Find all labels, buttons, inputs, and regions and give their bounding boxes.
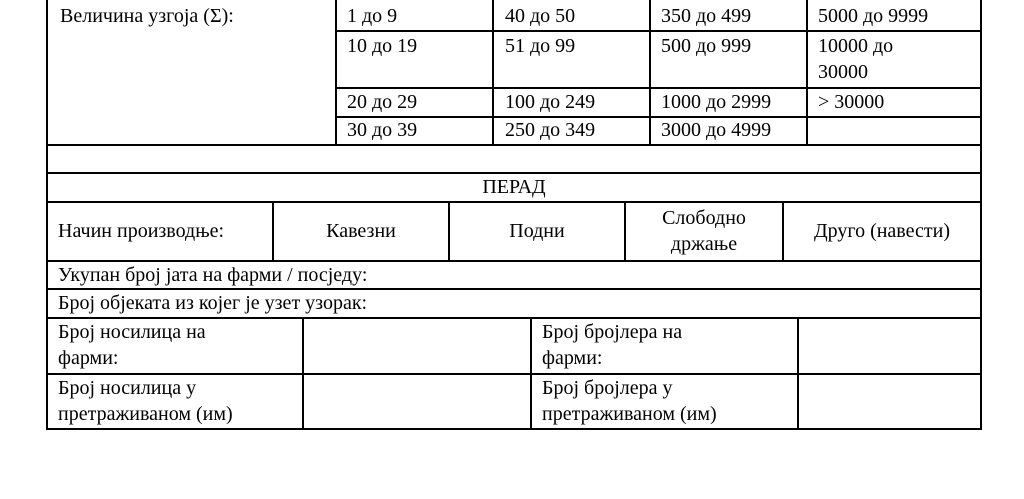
size-cell: 500 до 999 — [661, 35, 752, 57]
size-cell: 350 до 499 — [661, 5, 752, 27]
rule-line — [47, 201, 981, 203]
section-title: ПЕРАД — [482, 176, 546, 198]
objects-sampled-label: Број објеката из којег је узет узорак: — [58, 292, 368, 314]
rule-line — [492, 0, 494, 145]
rule-line — [335, 0, 337, 145]
production-label: Начин производње: — [58, 220, 225, 242]
rule-line — [530, 317, 532, 430]
size-cell: 10 до 19 — [347, 35, 418, 57]
rule-line — [980, 0, 982, 430]
size-cell: 250 до 349 — [505, 119, 596, 141]
size-cell: 10000 до 30000 — [818, 35, 894, 83]
layers-farm-value-field[interactable] — [304, 319, 530, 373]
rule-line — [336, 116, 981, 118]
size-cell: 100 до 249 — [505, 91, 596, 113]
production-option-free-range: Слободно држање — [662, 207, 746, 255]
rule-line — [649, 0, 651, 145]
layers-searched-label: Број носилица у претраживаном (им) — [58, 377, 233, 425]
size-cell: 30 до 39 — [347, 119, 418, 141]
rule-line — [806, 0, 808, 145]
size-cell: 20 до 29 — [347, 91, 418, 113]
size-cell: 51 до 99 — [505, 35, 576, 57]
broilers-searched-label: Број бројлера у претраживаном (им) — [542, 377, 717, 425]
size-cell: 5000 до 9999 — [818, 5, 929, 27]
layers-farm-label: Број носилица на фарми: — [58, 321, 206, 369]
production-option-other: Друго (навести) — [813, 220, 950, 242]
production-option-floor: Подни — [509, 220, 565, 242]
layers-searched-value-field[interactable] — [304, 375, 530, 428]
rule-line — [336, 30, 981, 32]
rule-line — [47, 428, 981, 430]
size-cell: > 30000 — [818, 91, 885, 113]
production-option-cage: Кавезни — [326, 220, 396, 242]
rule-line — [47, 144, 981, 146]
size-cell: 40 до 50 — [505, 5, 576, 27]
broilers-farm-label: Број бројлера на фарми: — [542, 321, 683, 369]
size-cell: 3000 до 4999 — [661, 119, 772, 141]
size-cell: 1 до 9 — [347, 5, 398, 27]
size-label: Величина узгоја (Σ): — [60, 5, 234, 27]
total-flock-label: Укупан број јата на фарми / посједу: — [58, 264, 368, 286]
rule-line — [46, 0, 48, 430]
broilers-farm-value-field[interactable] — [799, 319, 980, 373]
broilers-searched-value-field[interactable] — [799, 375, 980, 428]
size-cell: 1000 до 2999 — [661, 91, 772, 113]
